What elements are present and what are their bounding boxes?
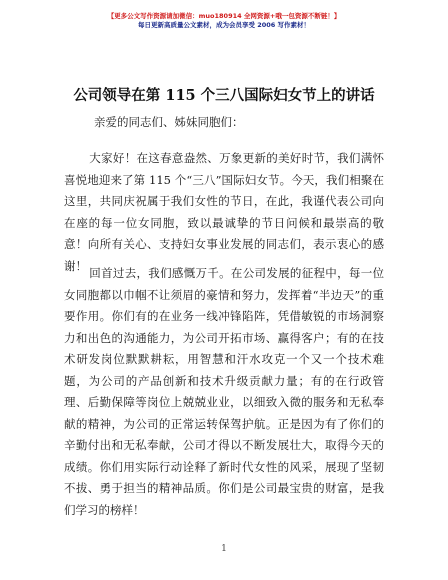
paragraph-1 xyxy=(64,148,384,277)
paragraph-2 xyxy=(64,263,384,521)
page-number: 1 xyxy=(221,544,227,554)
banner-line-2: 每日更新高质量公文素材，成为会员享受 2006 写作素材！ xyxy=(137,21,311,29)
header-banner xyxy=(0,12,448,30)
banner-line-1: 【更多公文写作资源请加微信：muo180914 全网资源+哦一包资源不断链！】 xyxy=(107,12,341,20)
paragraph-1-text: 大家好！在这春意盎然、万象更新的美好时节，我们满怀喜悦地迎来了第 115 个“三八”国际妇女节。今天，我们相聚在这里，共同庆祝属于我们女性的节日，在此，我谨代表公司向在座的每一位女同胞，致以最诚挚的节日问候和最崇高的敬意！向所有关心、支持妇女事业发展的同志们，表示衷心的感谢！ xyxy=(64,151,384,273)
document-title: 公司领导在第 115 个三八国际妇女节上的讲话 xyxy=(73,87,375,104)
paragraph-2-text: 回首过去，我们感慨万千。在公司发展的征程中，每一位女同胞都以巾帼不让须眉的豪情和努力，发挥着“半边天”的重要作用。你们有的在业务一线冲锋陷阵，凭借敏锐的市场洞察力和出色的沟通能力，为公司开拓市场、赢得客户；有的在技术研发岗位默默耕耘，用智慧和汗水攻克一个又一个技术难题，为公司的产品创新和技术升级贡献力量；有的在行政管理、后勤保障等岗位上兢兢业业，以细致入微的服务和无私奉献的精神，为公司的正常运转保驾护航。正是因为有了你们的辛勤付出和无私奉献，公司才得以不断发展壮大，取得今天的成绩。你们用实际行动诠释了新时代女性的风采，展现了坚韧不拔、勇于担当的精神品质。你们是公司最宝贵的财富，是我们学习的榜样！ xyxy=(64,266,384,517)
greeting: 亲爱的同志们、姊妹同胞们： xyxy=(94,115,244,129)
